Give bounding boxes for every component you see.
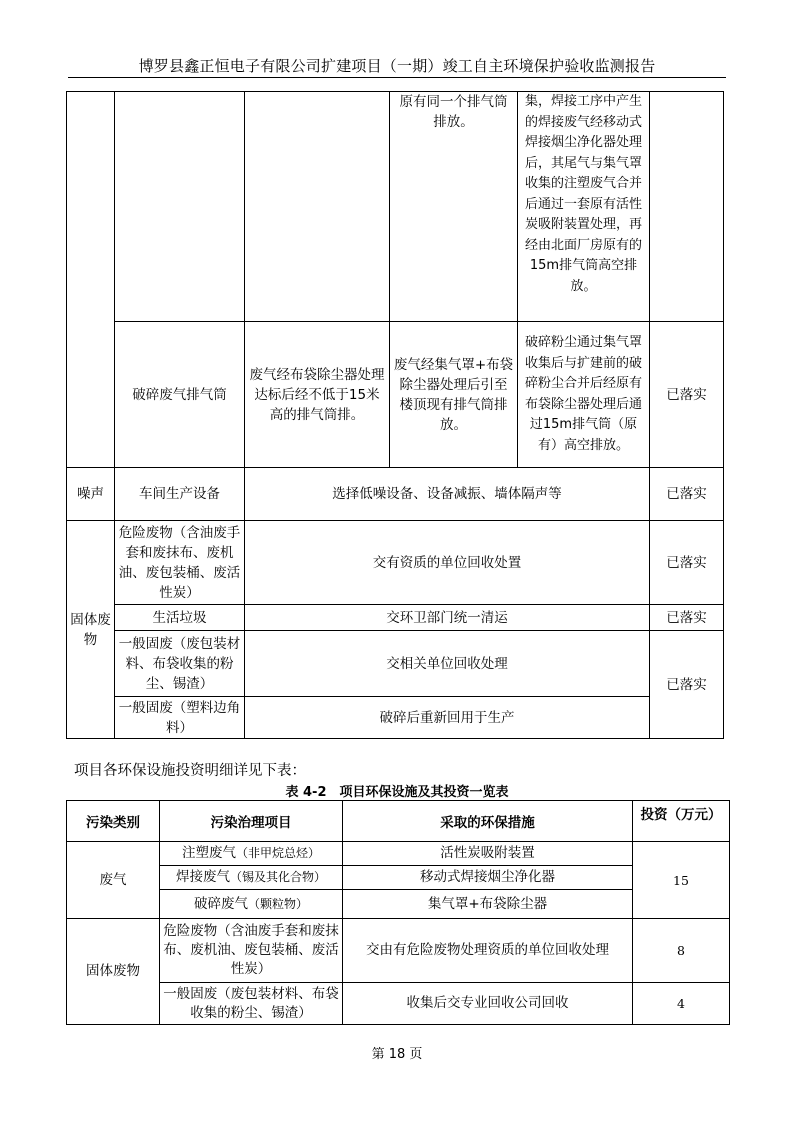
- table-row: [67, 842, 730, 866]
- actual-cell: 集，焊接工序中产生的焊接废气经移动式焊接烟尘净化器处理后，其尾气与集气罩收集的注塑废气合并后通过一套原有活性炭吸附装置处理，再经由北面厂房原有的15m排气筒高空排放。: [518, 92, 650, 322]
- table-row: [67, 605, 724, 631]
- status-cell: 已落实: [650, 468, 724, 521]
- source-cell: 生活垃圾: [115, 605, 245, 631]
- table-row: [67, 866, 730, 890]
- measure-cell: 收集后交专业回收公司回收: [343, 983, 633, 1025]
- project-cell: 破碎废气（颗粒物）: [160, 890, 343, 919]
- table-row: [67, 521, 724, 605]
- measure-cell: 选择低噪设备、设备减振、墙体隔声等: [245, 468, 650, 521]
- measure-cell: 交有资质的单位回收处置: [245, 521, 650, 605]
- column-header: 污染治理项目: [160, 801, 343, 842]
- table-row: [67, 983, 730, 1025]
- actual-cell: 破碎粉尘通过集气罩收集后与扩建前的破碎粉尘合并后经原有布袋除尘器处理后通过15m排气筒（原有）高空排放。: [518, 322, 650, 468]
- source-cell: 一般固废（废包装材料、布袋收集的粉尘、锡渣）: [115, 631, 245, 697]
- table-caption: 表 4-2 项目环保设施及其投资一览表: [285, 785, 509, 800]
- source-cell: 破碎废气排气筒: [115, 322, 245, 468]
- status-cell: 已落实: [650, 631, 724, 739]
- status-cell: 已落实: [650, 322, 724, 468]
- table-row: [67, 890, 730, 919]
- table-header-row: [67, 801, 730, 842]
- report-header-title: 博罗县鑫正恒电子有限公司扩建项目（一期）竣工自主环境保护验收监测报告: [138, 57, 656, 75]
- project-cell: 注塑废气（非甲烷总烃）: [160, 842, 343, 866]
- column-header: 采取的环保措施: [343, 801, 633, 842]
- table-row: [67, 468, 724, 521]
- investment-intro-text: 项目各环保设施投资明细详见下表：: [74, 763, 306, 779]
- project-cell: 一般固废（废包装材料、布袋收集的粉尘、锡渣）: [160, 983, 343, 1025]
- measure-cell: 交由有危险废物处理资质的单位回收处理: [343, 919, 633, 983]
- category-cell: 固体废物: [67, 919, 160, 1025]
- measure-cell: 活性炭吸附装置: [343, 842, 633, 866]
- column-header: 投资（万元）: [633, 801, 730, 842]
- header-rule: [68, 77, 726, 78]
- source-cell: 危险废物（含油废手套和废抹布、废机油、废包装桶、废活性炭）: [115, 521, 245, 605]
- measure-cell: 移动式焊接烟尘净化器: [343, 866, 633, 890]
- project-cell: 危险废物（含油废手套和废抹布、废机油、废包装桶、废活性炭）: [160, 919, 343, 983]
- table-row: [67, 697, 724, 739]
- table-row: [67, 92, 724, 322]
- table-row: [67, 919, 730, 983]
- source-cell: [115, 92, 245, 322]
- table-row: [67, 631, 724, 697]
- table-row: [67, 322, 724, 468]
- investment-table: [66, 800, 730, 1025]
- category-cell-solid: 固体废物: [67, 521, 115, 739]
- measure-cell: 集气罩+布袋除尘器: [343, 890, 633, 919]
- status-cell: 已落实: [650, 605, 724, 631]
- investment-cell: 8: [633, 919, 730, 983]
- eia-cell: 废气经布袋除尘器处理达标后经不低于15米高的排气筒排。: [245, 322, 390, 468]
- approval-cell: 废气经集气罩+布袋除尘器处理后引至楼顶现有排气筒排放。: [390, 322, 518, 468]
- page-number: 第 18 页: [371, 1047, 423, 1062]
- category-cell: 废气: [67, 842, 160, 919]
- column-header: 污染类别: [67, 801, 160, 842]
- eia-cell: [245, 92, 390, 322]
- measure-cell: 破碎后重新回用于生产: [245, 697, 650, 739]
- category-cell-gas: [67, 92, 115, 468]
- category-cell-noise: 噪声: [67, 468, 115, 521]
- source-cell: 一般固废（塑料边角料）: [115, 697, 245, 739]
- source-cell: 车间生产设备: [115, 468, 245, 521]
- facility-implementation-table: [66, 91, 724, 739]
- measure-cell: 交相关单位回收处理: [245, 631, 650, 697]
- project-cell: 焊接废气（锡及其化合物）: [160, 866, 343, 890]
- status-cell: 已落实: [650, 521, 724, 605]
- measure-cell: 交环卫部门统一清运: [245, 605, 650, 631]
- investment-cell: 4: [633, 983, 730, 1025]
- investment-cell: 15: [633, 842, 730, 919]
- status-cell: [650, 92, 724, 322]
- approval-cell: 原有同一个排气筒排放。: [390, 92, 518, 322]
